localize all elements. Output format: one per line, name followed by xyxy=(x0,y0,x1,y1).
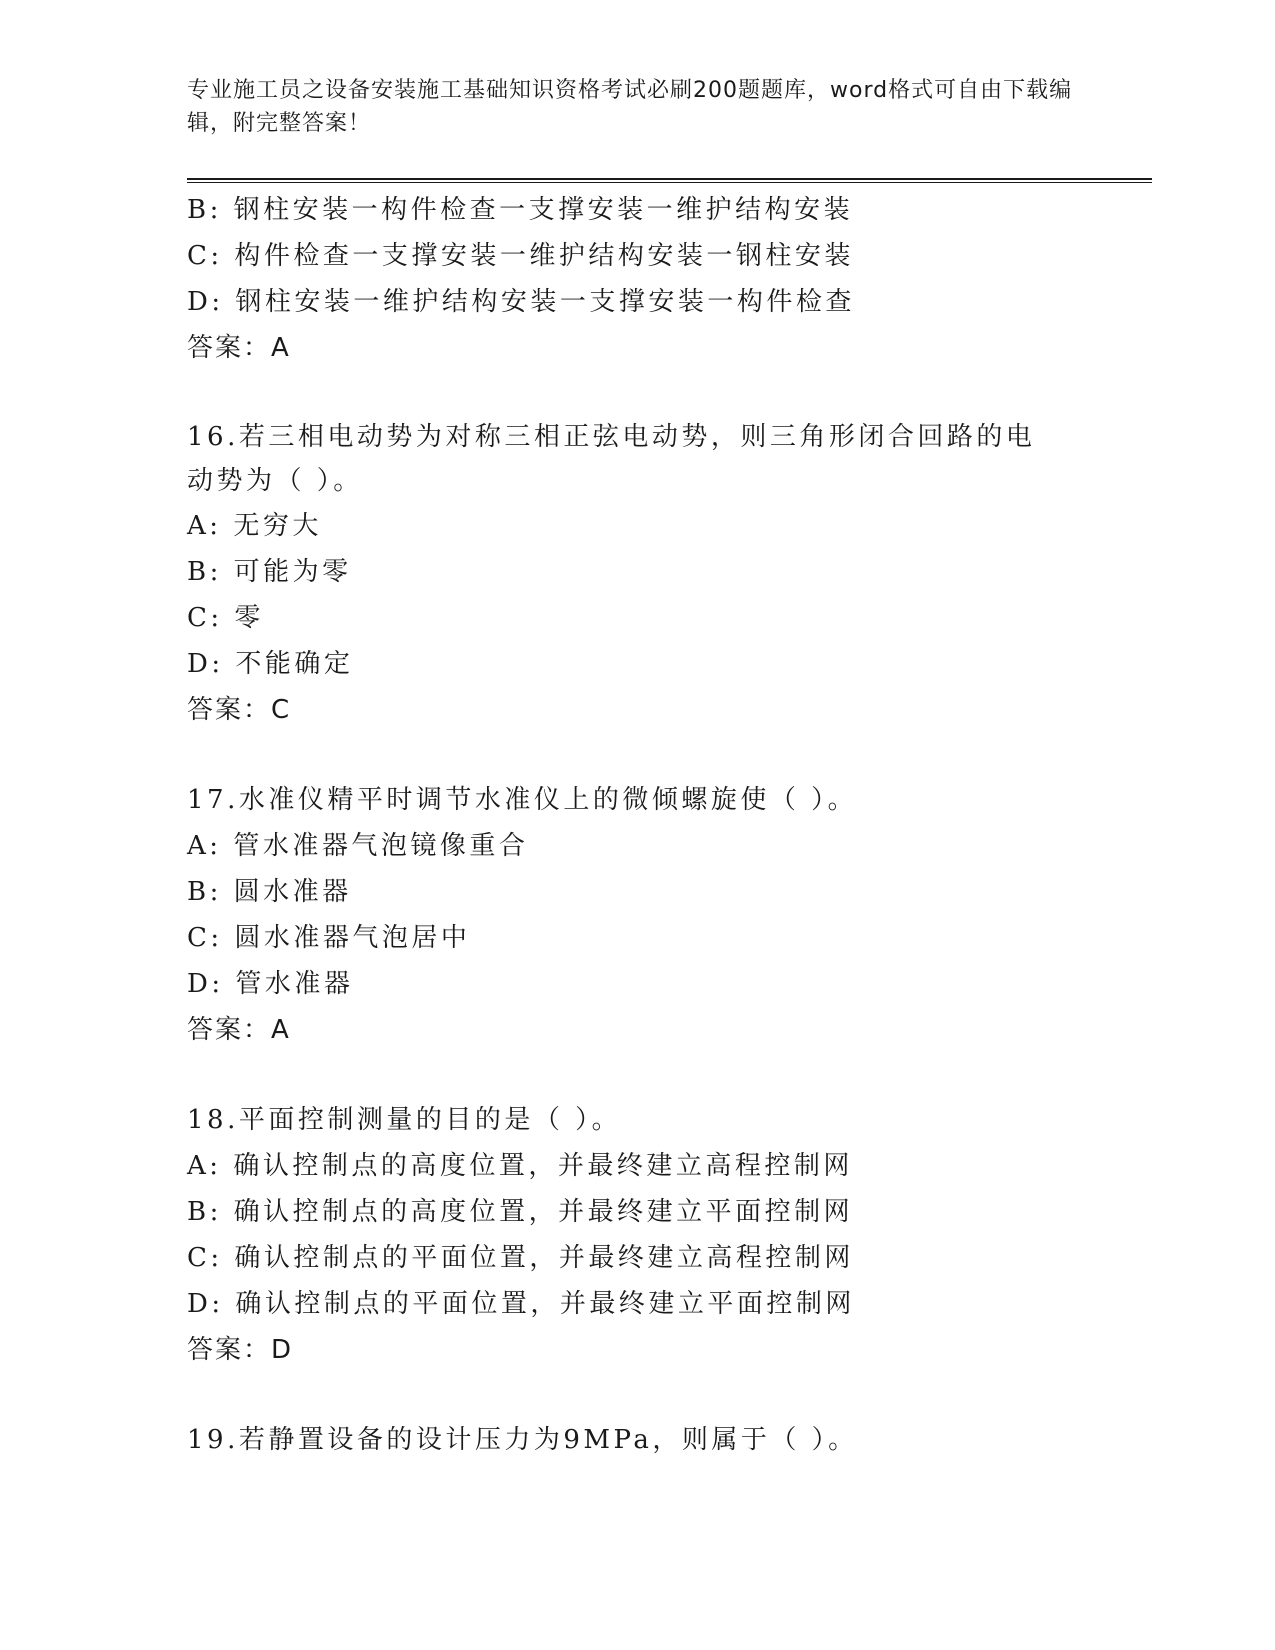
question-18 xyxy=(187,1097,1147,1373)
question-stem: 18.平面控制测量的目的是（ ）。 xyxy=(187,1105,622,1135)
question-17 xyxy=(187,777,1147,1053)
option-a: A: 确认控制点的高度位置，并最终建立高程控制网 xyxy=(187,1151,853,1181)
question-19 xyxy=(187,1417,1147,1463)
question-stem: 17.水准仪精平时调节水准仪上的微倾螺旋使（ ）。 xyxy=(187,785,858,815)
answer-line: 答案：D xyxy=(187,1335,294,1365)
option-d: D: 确认控制点的平面位置，并最终建立平面控制网 xyxy=(187,1289,855,1319)
spacer xyxy=(187,1373,1147,1417)
option-c: C: 构件检查一支撑安装一维护结构安装一钢柱安装 xyxy=(187,241,854,271)
question-15-continued xyxy=(187,187,1147,371)
header-title: 专业施工员之设备安装施工基础知识资格考试必刷200题题库，word格式可自由下载编辑，附完整答案！ xyxy=(187,78,1073,136)
spacer xyxy=(187,733,1147,777)
answer-line: 答案：A xyxy=(187,1015,291,1045)
option-a: A: 无穷大 xyxy=(187,511,322,541)
page-header xyxy=(187,74,1087,140)
option-b: B: 圆水准器 xyxy=(187,877,352,907)
answer-line: 答案：C xyxy=(187,695,292,725)
option-c: C: 零 xyxy=(187,603,264,633)
option-b: B: 可能为零 xyxy=(187,557,352,587)
option-c: C: 圆水准器气泡居中 xyxy=(187,923,471,953)
spacer xyxy=(187,1053,1147,1097)
option-a: A: 管水准器气泡镜像重合 xyxy=(187,831,529,861)
question-list xyxy=(187,187,1147,1463)
spacer xyxy=(187,371,1147,415)
answer-line: 答案：A xyxy=(187,333,291,363)
option-b: B: 确认控制点的高度位置，并最终建立平面控制网 xyxy=(187,1197,854,1227)
question-stem: 16.若三相电动势为对称三相正弦电动势，则三角形闭合回路的电动势为（ ）。 xyxy=(187,422,1036,496)
option-c: C: 确认控制点的平面位置，并最终建立高程控制网 xyxy=(187,1243,854,1273)
option-d: D: 钢柱安装一维护结构安装一支撑安装一构件检查 xyxy=(187,287,855,317)
option-b: B: 钢柱安装一构件检查一支撑安装一维护结构安装 xyxy=(187,195,854,225)
option-d: D: 管水准器 xyxy=(187,969,354,999)
question-stem: 19.若静置设备的设计压力为9MPa，则属于（ ）。 xyxy=(187,1425,858,1455)
header-divider xyxy=(187,178,1152,183)
question-16 xyxy=(187,415,1147,733)
option-d: D: 不能确定 xyxy=(187,649,354,679)
